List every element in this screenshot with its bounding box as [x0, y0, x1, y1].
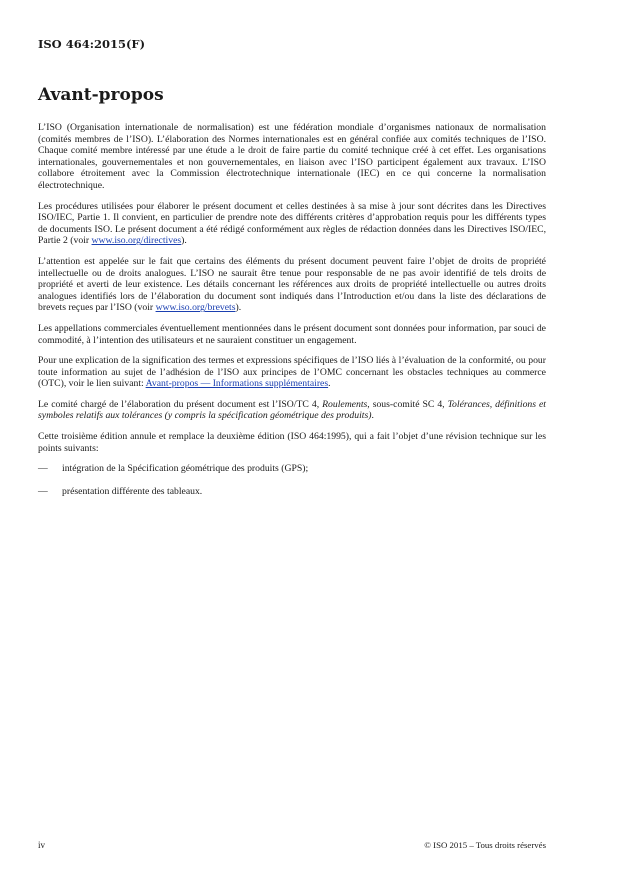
copyright-notice: © ISO 2015 – Tous droits réservés	[424, 840, 546, 850]
list-item	[38, 486, 546, 498]
paragraph-patents-end: ).	[235, 302, 242, 314]
patents-link[interactable]: www.iso.org/brevets	[155, 302, 236, 314]
subcommittee-name-italic: Tolérances, définitions et symboles relatifs aux tolérances (y compris la spécification géométrique des produits)	[38, 398, 546, 422]
document-id-header: ISO 464:2015(F)	[38, 37, 146, 51]
foreword-body	[38, 122, 546, 508]
directives-link[interactable]: www.iso.org/directives	[91, 235, 182, 247]
paragraph-patents	[38, 256, 546, 314]
list-item-text: intégration de la Spécification géométrique des produits (GPS);	[62, 463, 309, 475]
page-title: Avant-propos	[38, 85, 164, 105]
committee-name-italic: Roulements	[322, 398, 368, 410]
supplementary-info-link[interactable]: Avant-propos — Informations supplémentaires	[145, 378, 329, 390]
page-number: iv	[38, 840, 46, 850]
paragraph-trade-names: Les appellations commerciales éventuellement mentionnées dans le présent document sont données pour information, par souci de commodité, à l’intention des utilisateurs et ne sauraient constituer un engagement.	[38, 322, 546, 346]
paragraph-procedures-end: ).	[181, 235, 187, 247]
paragraph-committee	[38, 399, 546, 422]
committee-text-c: , sous-comité SC 4,	[367, 398, 448, 410]
committee-text-a: Le comité chargé de l’élaboration du présent document est l’ISO/TC 4,	[38, 398, 323, 410]
list-item	[38, 463, 546, 475]
paragraph-conformity-end: .	[328, 378, 331, 390]
list-item-text: présentation différente des tableaux.	[62, 485, 203, 497]
paragraph-intro: L’ISO (Organisation internationale de normalisation) est une fédération mondiale d’organismes nationaux de normalisation (comités membres de l’ISO). L’élaboration des Normes internationales est en général confiée aux comités techniques de l’ISO. Chaque comité membre intéressé par une étude a le droit de faire partie du comité technique créé à cet effet. Les organisations internationales, gouvernementales et non gouvernementales, en liaison avec l’ISO participent également aux travaux. L’ISO collabore étroitement avec la Commission électrotechnique internationale (IEC) en ce qui concerne la normalisation électrotechnique.	[38, 122, 546, 191]
paragraph-edition: Cette troisième édition annule et remplace la deuxième édition (ISO 464:1995), qui a fait l’objet d’une révision technique sur les points suivants:	[38, 431, 546, 454]
paragraph-conformity-text: Pour une explication de la signification des termes et expressions spécifiques de l’ISO liés à l’évaluation de la conformité, ou pour toute information au sujet de l’adhésion de l’ISO aux principes de l’OMC concernant les obstacles techniques au commerce (OTC), voir le lien suivant:	[38, 355, 546, 390]
list-dash: —	[38, 485, 48, 497]
paragraph-patents-text: L’attention est appelée sur le fait que certains des éléments du présent document peuvent faire l’objet de droits de propriété intellectuelle ou de droits analogues. L’ISO ne saurait être tenue pour responsable de ne pas avoir identifié de tels droits de propriété et averti de leur existence. Les détails concernant les références aux droits de propriété intellectuelle ou autres droits analogues identifiés lors de l’élaboration du document sont indiqués dans l’Introduction et/ou dans la liste des déclarations de brevets reçues par l’ISO (voir	[38, 255, 546, 314]
committee-text-e: .	[371, 410, 374, 422]
paragraph-procedures	[38, 201, 546, 247]
paragraph-conformity	[38, 355, 546, 390]
list-dash: —	[38, 463, 48, 475]
paragraph-procedures-text: Les procédures utilisées pour élaborer le présent document et celles destinées à sa mise à jour sont décrites dans les Directives ISO/IEC, Partie 1. Il convient, en particulier de prendre note des différents critères d’approbation requis pour les différents types de documents ISO. Le présent document a été rédigé conformément aux règles de rédaction données dans les Directives ISO/IEC, Partie 2 (voir	[38, 200, 546, 247]
